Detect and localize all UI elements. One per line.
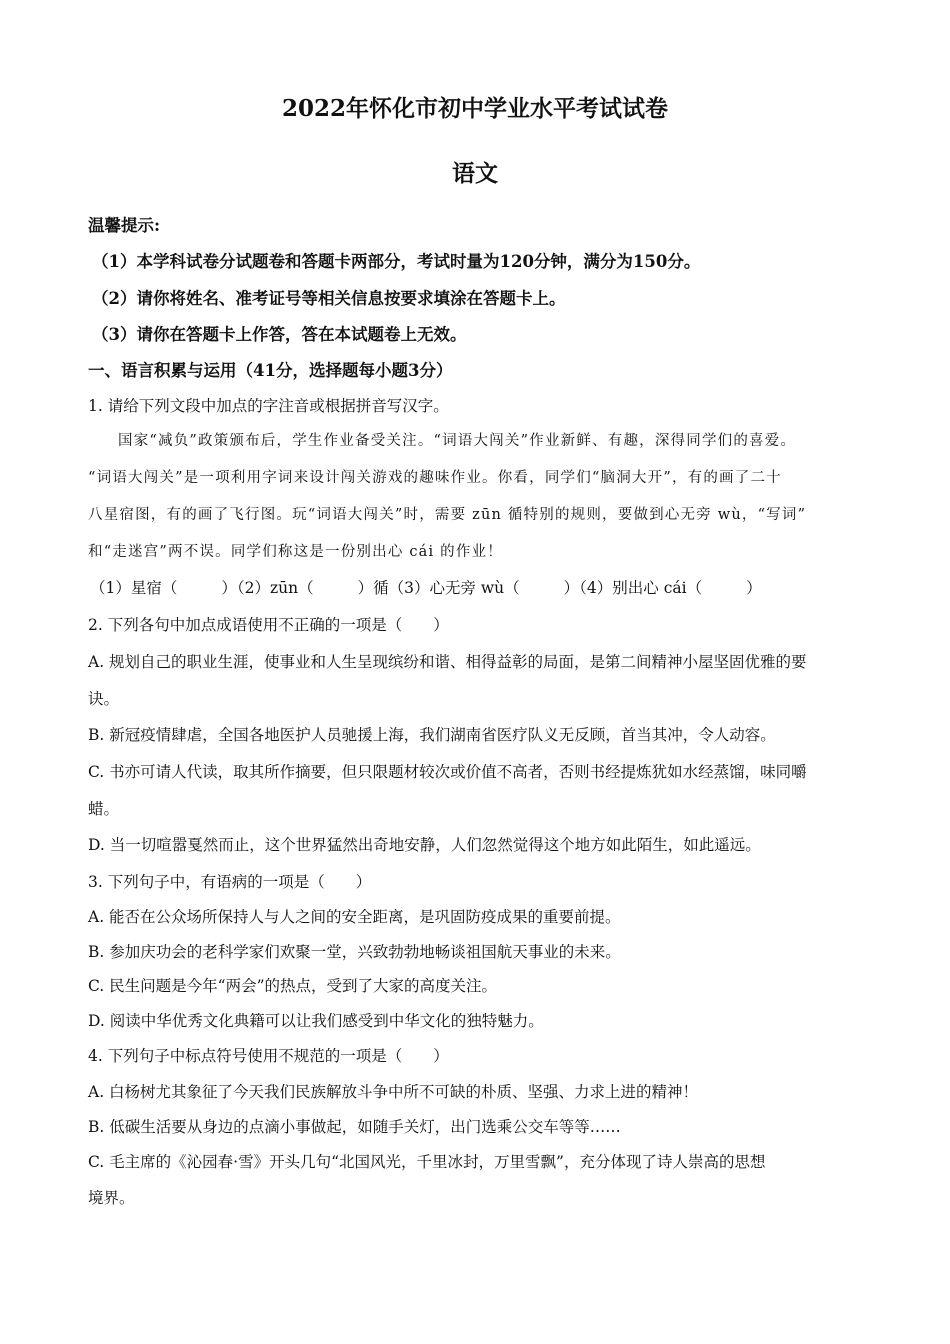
- q1-passage-line: “词语大闯关”是一项利用字词来设计闯关游戏的趣味作业。你看，同学们“脑洞大开”，有的画了二十: [88, 470, 782, 486]
- notice-item-2: （2）请你将姓名、准考证号等相关信息按要求填涂在答题卡上。: [92, 289, 566, 308]
- q2-stem: 2. 下列各句中加点成语使用不正确的一项是（ ）: [88, 616, 449, 634]
- q2-option-a: A. 规划自己的职业生涯，使事业和人生呈现缤纷和谐、相得益彰的局面，是第二间精神小屋坚固优雅的要: [88, 653, 807, 671]
- notice-item-1: （1）本学科试卷分试题卷和答题卡两部分，考试时量为120分钟，满分为150分。: [92, 252, 701, 271]
- q1-stem: 1. 请给下列文段中加点的字注音或根据拼音写汉字。: [88, 397, 449, 415]
- q1-passage-line: 八星宿图，有的画了飞行图。玩“词语大闯关”时，需要 zūn 循特别的规则，要做到心无旁 wù，“写词”: [88, 507, 807, 523]
- q4-option-c: C. 毛主席的《沁园春·雪》开头几句“北国风光，千里冰封，万里雪飘”，充分体现了诗人崇高的思想: [88, 1153, 766, 1171]
- q4-stem: 4. 下列句子中标点符号使用不规范的一项是（ ）: [88, 1047, 449, 1065]
- q3-option-a: A. 能否在公众场所保持人与人之间的安全距离，是巩固防疫成果的重要前提。: [88, 908, 621, 926]
- q1-passage-line: 国家“减负”政策颁布后，学生作业备受关注。“词语大闯关”作业新鲜、有趣，深得同学们的喜爱。: [118, 433, 797, 449]
- section-heading: 一、语言积累与运用（41分，选择题每小题3分）: [88, 361, 453, 380]
- notice-heading: 温馨提示:: [88, 216, 161, 235]
- q1-blanks: [90, 576, 870, 598]
- q3-option-c: C. 民生问题是今年“两会”的热点，受到了大家的高度关注。: [88, 977, 498, 995]
- exam-title: 2022年怀化市初中学业水平考试试卷: [281, 95, 668, 122]
- q1-blank-4: ）（4）别出心 cái（: [563, 579, 703, 597]
- q1-passage-line: 和“走迷宫”两不误。同学们称这是一份别出心 cái 的作业！: [88, 544, 503, 560]
- q1-blank-end: ）: [746, 579, 762, 597]
- q1-blank-1: （1）星宿（: [90, 579, 178, 597]
- q4-option-c-cont: 境界。: [88, 1189, 135, 1207]
- q4-option-a: A. 白杨树尤其象征了今天我们民族解放斗争中所不可缺的朴质、坚强、力求上进的精神！: [88, 1083, 699, 1101]
- q2-option-b: B. 新冠疫情肆虐，全国各地医护人员驰援上海，我们湖南省医疗队义无反顾，首当其冲，令人动容。: [88, 726, 776, 744]
- q2-option-c-cont: 蜡。: [88, 800, 120, 818]
- q3-option-b: B. 参加庆功会的老科学家们欢聚一堂，兴致勃勃地畅谈祖国航天事业的未来。: [88, 943, 621, 961]
- notice-item-3: （3）请你在答题卡上作答，答在本试题卷上无效。: [92, 325, 467, 344]
- subject-title: 语文: [452, 160, 498, 187]
- q1-blank-3: ）循（3）心无旁 wù（: [357, 579, 520, 597]
- q2-option-a-cont: 诀。: [88, 690, 120, 708]
- q4-option-b: B. 低碳生活要从身边的点滴小事做起，如随手关灯，出门选乘公交车等等……: [88, 1118, 621, 1136]
- q3-option-d: D. 阅读中华优秀文化典籍可以让我们感受到中华文化的独特魅力。: [88, 1012, 544, 1030]
- q2-option-d: D. 当一切喧嚣戛然而止，这个世界猛然出奇地安静，人们忽然觉得这个地方如此陌生，如此遥远。: [88, 836, 761, 854]
- q2-option-c: C. 书亦可请人代读，取其所作摘要，但只限题材较次或价值不高者，否则书经提炼犹如水经蒸馏，味同嚼: [88, 763, 807, 781]
- q1-blank-2: ）（2）zūn（: [221, 579, 314, 597]
- q3-stem: 3. 下列句子中，有语病的一项是（ ）: [88, 873, 372, 891]
